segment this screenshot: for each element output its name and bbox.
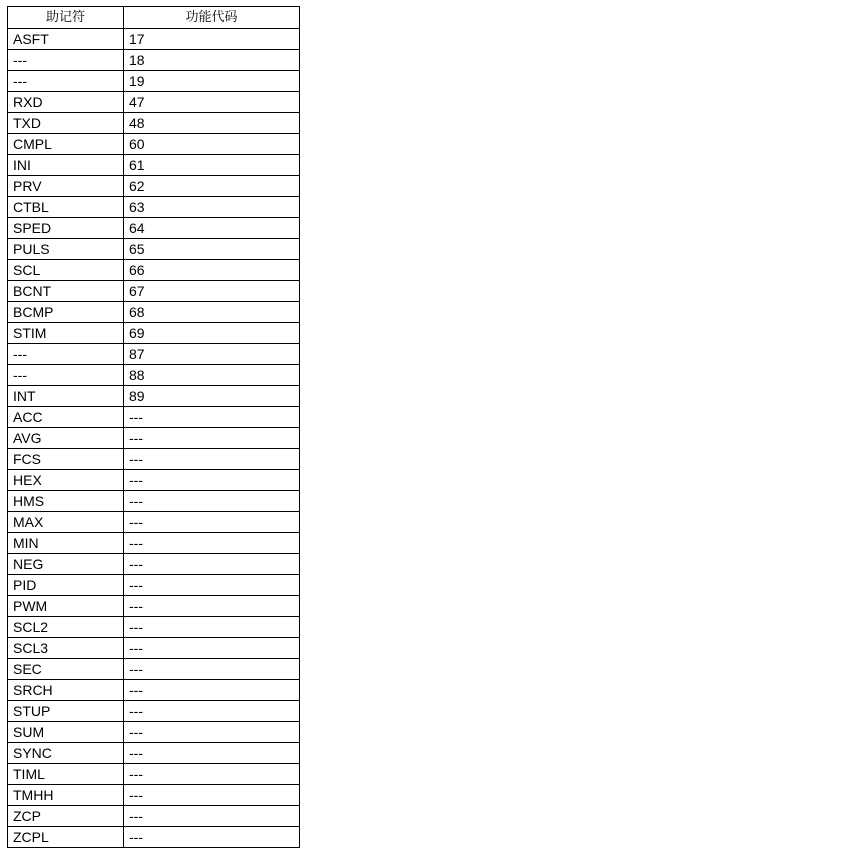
table-row <box>8 617 300 638</box>
table-row <box>8 470 300 491</box>
table-row <box>8 785 300 806</box>
function-code-cell: 63 <box>124 197 300 218</box>
function-code-cell: --- <box>124 638 300 659</box>
function-code-cell: 61 <box>124 155 300 176</box>
function-code-cell: --- <box>124 428 300 449</box>
mnemonic-cell: ASFT <box>8 29 124 50</box>
function-code-cell: 66 <box>124 260 300 281</box>
mnemonic-cell: TIML <box>8 764 124 785</box>
table-row <box>8 71 300 92</box>
table-row <box>8 50 300 71</box>
function-code-cell: --- <box>124 806 300 827</box>
function-code-cell: 64 <box>124 218 300 239</box>
mnemonic-cell: --- <box>8 71 124 92</box>
table-row <box>8 806 300 827</box>
function-code-cell: 65 <box>124 239 300 260</box>
table-row <box>8 281 300 302</box>
table-row <box>8 134 300 155</box>
mnemonic-cell: SEC <box>8 659 124 680</box>
table-row <box>8 701 300 722</box>
function-code-cell: --- <box>124 722 300 743</box>
mnemonic-cell: SCL3 <box>8 638 124 659</box>
table-row <box>8 239 300 260</box>
table-row <box>8 638 300 659</box>
function-code-cell: --- <box>124 407 300 428</box>
function-code-cell: 18 <box>124 50 300 71</box>
mnemonic-cell: TXD <box>8 113 124 134</box>
mnemonic-cell: SYNC <box>8 743 124 764</box>
table-row <box>8 92 300 113</box>
function-code-cell: --- <box>124 512 300 533</box>
function-code-cell: --- <box>124 743 300 764</box>
mnemonic-cell: PULS <box>8 239 124 260</box>
table-row <box>8 29 300 50</box>
mnemonic-cell: FCS <box>8 449 124 470</box>
function-code-cell: --- <box>124 470 300 491</box>
table-row <box>8 323 300 344</box>
function-code-cell: --- <box>124 785 300 806</box>
table-row <box>8 680 300 701</box>
table-row <box>8 596 300 617</box>
mnemonic-cell: SUM <box>8 722 124 743</box>
mnemonic-cell: CMPL <box>8 134 124 155</box>
table-row <box>8 302 300 323</box>
function-code-cell: 48 <box>124 113 300 134</box>
table-row <box>8 575 300 596</box>
function-code-cell: 69 <box>124 323 300 344</box>
table-row <box>8 449 300 470</box>
mnemonic-cell: BCMP <box>8 302 124 323</box>
mnemonic-cell: HMS <box>8 491 124 512</box>
mnemonic-cell: PID <box>8 575 124 596</box>
mnemonic-cell: HEX <box>8 470 124 491</box>
table-row <box>8 218 300 239</box>
mnemonic-cell: STIM <box>8 323 124 344</box>
table-row <box>8 344 300 365</box>
table-row <box>8 743 300 764</box>
mnemonic-cell: AVG <box>8 428 124 449</box>
mnemonic-cell: STUP <box>8 701 124 722</box>
mnemonic-cell: PRV <box>8 176 124 197</box>
table-row <box>8 386 300 407</box>
mnemonic-cell: ACC <box>8 407 124 428</box>
table-row <box>8 554 300 575</box>
mnemonic-cell: --- <box>8 365 124 386</box>
table-row <box>8 260 300 281</box>
function-code-cell: 88 <box>124 365 300 386</box>
function-code-cell: --- <box>124 617 300 638</box>
function-code-cell: --- <box>124 659 300 680</box>
mnemonic-cell: --- <box>8 50 124 71</box>
mnemonic-cell: SPED <box>8 218 124 239</box>
mnemonic-cell: PWM <box>8 596 124 617</box>
table-row <box>8 533 300 554</box>
mnemonic-cell: RXD <box>8 92 124 113</box>
function-code-cell: --- <box>124 575 300 596</box>
mnemonic-cell: SRCH <box>8 680 124 701</box>
mnemonic-cell: INI <box>8 155 124 176</box>
function-code-cell: --- <box>124 764 300 785</box>
function-code-cell: 89 <box>124 386 300 407</box>
table-row <box>8 113 300 134</box>
mnemonic-cell: INT <box>8 386 124 407</box>
mnemonic-cell: SCL2 <box>8 617 124 638</box>
function-code-cell: --- <box>124 554 300 575</box>
table-header <box>8 7 300 29</box>
table-row <box>8 176 300 197</box>
function-code-cell: --- <box>124 449 300 470</box>
function-code-cell: --- <box>124 827 300 848</box>
table-row <box>8 197 300 218</box>
table-row <box>8 428 300 449</box>
table-row <box>8 827 300 848</box>
header-mnemonic: 助记符 <box>8 7 124 29</box>
table-row <box>8 407 300 428</box>
function-code-cell: 17 <box>124 29 300 50</box>
function-code-cell: 68 <box>124 302 300 323</box>
mnemonic-cell: ZCP <box>8 806 124 827</box>
function-code-cell: --- <box>124 533 300 554</box>
function-code-cell: 62 <box>124 176 300 197</box>
mnemonic-cell: ZCPL <box>8 827 124 848</box>
table-row <box>8 722 300 743</box>
function-code-cell: --- <box>124 596 300 617</box>
function-code-cell: 47 <box>124 92 300 113</box>
table-row <box>8 659 300 680</box>
header-function-code: 功能代码 <box>124 7 300 29</box>
function-code-cell: 19 <box>124 71 300 92</box>
header-row <box>8 7 300 29</box>
function-code-table <box>7 6 300 848</box>
function-code-cell: --- <box>124 701 300 722</box>
mnemonic-cell: SCL <box>8 260 124 281</box>
function-code-cell: --- <box>124 491 300 512</box>
table-row <box>8 764 300 785</box>
mnemonic-cell: CTBL <box>8 197 124 218</box>
mnemonic-cell: TMHH <box>8 785 124 806</box>
table-body <box>8 29 300 848</box>
mnemonic-cell: BCNT <box>8 281 124 302</box>
mnemonic-cell: MAX <box>8 512 124 533</box>
mnemonic-cell: NEG <box>8 554 124 575</box>
table-row <box>8 365 300 386</box>
mnemonic-cell: --- <box>8 344 124 365</box>
function-code-cell: --- <box>124 680 300 701</box>
mnemonic-cell: MIN <box>8 533 124 554</box>
table-row <box>8 491 300 512</box>
function-code-cell: 67 <box>124 281 300 302</box>
table-row <box>8 155 300 176</box>
function-code-cell: 60 <box>124 134 300 155</box>
table-row <box>8 512 300 533</box>
function-code-cell: 87 <box>124 344 300 365</box>
